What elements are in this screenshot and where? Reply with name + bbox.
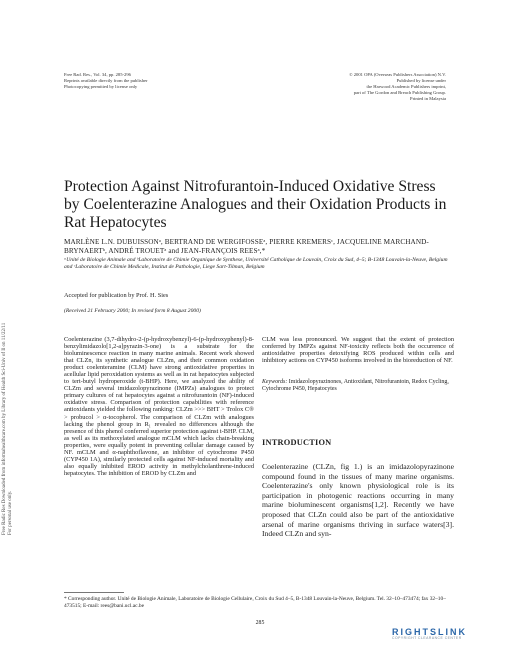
page-number: 285 xyxy=(255,620,265,626)
affiliations: ᵃUnité de Biologie Animale and ᵇLaboratoire de Chimie Organique de Synthese, Université Catholique de Louvain, Croix du Sud, 4–5; B-1348 Louvain-la-Neuve, Belgium and ᶜLaboratoire de Chimie Medicale, Institut de Pathologie, Liege Sart-Tilman, Belgium xyxy=(64,257,448,271)
rightslink-logo[interactable] xyxy=(392,627,502,640)
header-right-line: Printed in Malaysia xyxy=(410,96,446,101)
rightslink-wordmark: RIGHTSLINK xyxy=(392,627,467,637)
download-watermark xyxy=(0,235,16,535)
abstract-left-column: Coelenterazine (3,7-dihydro-2-(p-hydroxybenzyl)-6-(p-hydroxyphenyl)-8-benzylimidazolo[1,2-a]pyrazin-3-one) is a substrate for the bioluminescence reaction in many marine animals. Recent work showed that CLZn, its synthetic analogue CLZm, and their common oxidation product coelenteramine (CLM) have strong antioxidative properties in acellular lipid peroxidation systems as well as in rat hepatocytes subjected to tert-butyl hydroperoxide (t-BHP). Here, we analyzed the ability of CLZm and several imidazolopyrazinone (IMPZs) analogues to protect primary cultures of rat hepatocytes against a nitrofurantoin (NF)-induced oxidative stress. Comparison of protection capabilities with reference antioxidants yielded the following ranking: CLZm >>> BHT > Trolox C® > probucol > α-tocopherol. The comparison of CLZm with analogues lacking the phenol group in R₁ revealed no differences although the presence of this phenol conferred superior protection against t-BHP. CLM, as well as its methoxylated analogue mCLM which lacks chain-breaking properties, were equally potent in preventing cellular damage caused by NF. mCLM and α-naphthoflavone, an inhibitor of cytochrome P450 (CYP450 1A), similarly protected cells against NF-induced mortality and also equally inhibited EROD activity in methylcholanthrene-induced hepatocytes. The inhibition of EROD by CLZm and xyxy=(64,336,254,477)
abstract-right-column: CLM was less pronounced. We suggest that the extent of protection conferred by IMPZs against NF-toxicity reflects both the occurrence of antioxidative properties detoxifying ROS produced within cells and inhibitory actions on CYP450 isoforms involved in the bioreduction of NF. xyxy=(262,336,454,365)
keywords xyxy=(262,379,454,393)
accepted-note: Accepted for publication by Prof. H. Sies xyxy=(64,292,169,299)
journal-header-right xyxy=(300,72,446,102)
keywords-text: Imidazolopyrazinones, Antioxidant, Nitrofurantoin, Redox Cycling, Cytochrome P450, Hepatocytes xyxy=(262,379,449,392)
header-left-line: Reprints available directly from the publisher xyxy=(64,78,148,83)
watermark-line-1: Free Radic Res Downloaded from informahealthcare.com by Library of Health Sci-Univ of Il on 11/22/11 xyxy=(2,322,7,535)
header-right-line: Published by license under xyxy=(396,78,446,83)
author-list: MARLÈNE L.N. DUBUISSONᵃ, BERTRAND DE WERGIFOSSEᵃ, PIERRE KREMERSᶜ, JACQUELINE MARCHAND-BRYNAERTᵇ, ANDRÉ TROUETᵃ and JEAN-FRANÇOIS REESᵃ,* xyxy=(64,238,429,255)
header-right-line: © 2001 OPA (Overseas Publishers Association) N.V. xyxy=(349,72,446,77)
corresponding-author-footnote: * Corresponding author. Unité de Biologie Animale, Laboratoire de Biologie Cellulaire, Croix du Sud 4–5, B-1348 Louvain-la-Neuve, Belgium. Tel. 32–10–473474; fax 32–10–473515; E-mail: rees@bani.ucl.ac.be xyxy=(64,596,446,609)
section-heading-introduction: INTRODUCTION xyxy=(262,438,332,447)
article-title: Protection Against Nitrofurantoin-Induced Oxidative Stress by Coelenterazine Analogues and their Oxidation Products in Rat Hepatocytes xyxy=(64,178,447,231)
introduction-text: Coelenterazine (CLZn, fig 1.) is an imidazolopyrazinone compound found in the tissues of many marine organisms. Coelenterazine's only known physiological role is its participation in photogenic reactions occurring in many marine bioluminescent organisms[1,2]. Recently we have proposed that CLZn could also be part of the antioxidative arsenal of marine organisms thriving in surface waters[3]. Indeed CLZn and syn- xyxy=(262,462,454,539)
header-right-line: part of The Gordon and Breach Publishing Group. xyxy=(353,90,446,95)
header-right-line: the Harwood Academic Publishers imprint, xyxy=(366,84,446,89)
footnote-rule xyxy=(64,592,124,593)
header-left-line: Photocopying permitted by license only xyxy=(64,84,138,89)
header-left-line: Free Rad. Res., Vol. 34, pp. 285-296 xyxy=(64,72,131,77)
keywords-label: Keywords: xyxy=(262,379,288,385)
rightslink-tagline: COPYRIGHT CLEARANCE CENTER xyxy=(392,636,462,640)
watermark-line-2: For personal use only. xyxy=(8,490,13,535)
journal-header-left xyxy=(64,72,264,90)
received-note: (Received 21 February 2000; In revised form 8 August 2000) xyxy=(64,308,201,314)
